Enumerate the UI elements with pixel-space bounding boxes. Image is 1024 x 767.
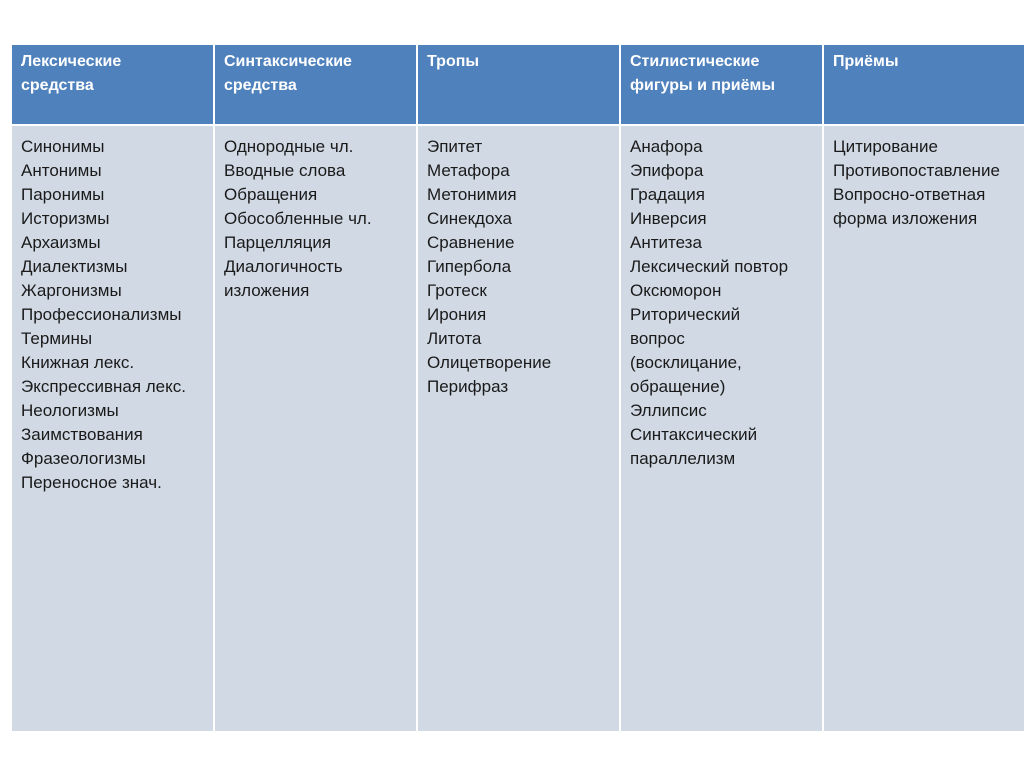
list-item: Эллипсис bbox=[630, 401, 707, 420]
list-item: обращение) bbox=[630, 377, 726, 396]
list-item: Обращения bbox=[224, 185, 318, 204]
header-syntactic bbox=[214, 44, 417, 125]
cell-techniques bbox=[823, 125, 1024, 732]
techniques-list bbox=[833, 135, 1018, 231]
header-label: Лексические средства bbox=[21, 53, 122, 94]
list-item: Заимствования bbox=[21, 425, 143, 444]
list-item: Градация bbox=[630, 185, 705, 204]
header-stylistic-figures bbox=[620, 44, 823, 125]
cell-tropes bbox=[417, 125, 620, 732]
list-item: Инверсия bbox=[630, 209, 707, 228]
header-label: Тропы bbox=[427, 53, 480, 70]
tropes-list bbox=[427, 135, 613, 399]
list-item: Синонимы bbox=[21, 137, 105, 156]
header-techniques bbox=[823, 44, 1024, 125]
list-item: Сравнение bbox=[427, 233, 515, 252]
cell-syntactic bbox=[214, 125, 417, 732]
list-item: Ирония bbox=[427, 305, 487, 324]
list-item: вопрос bbox=[630, 329, 685, 348]
list-item: Гипербола bbox=[427, 257, 512, 276]
list-item: Антонимы bbox=[21, 161, 102, 180]
header-label: Стилистические фигуры и приёмы bbox=[630, 53, 776, 94]
list-item: Метонимия bbox=[427, 185, 517, 204]
cell-lexical bbox=[11, 125, 214, 732]
list-item: Анафора bbox=[630, 137, 703, 156]
list-item: Экспрессивная лекс. bbox=[21, 377, 186, 396]
list-item: Перифраз bbox=[427, 377, 509, 396]
list-item: Жаргонизмы bbox=[21, 281, 122, 300]
syntactic-list bbox=[224, 135, 410, 303]
list-item: Обособленные чл. bbox=[224, 209, 372, 228]
header-row bbox=[11, 44, 1024, 125]
list-item: Эпифора bbox=[630, 161, 704, 180]
list-item: Архаизмы bbox=[21, 233, 101, 252]
list-item: Риторический bbox=[630, 305, 741, 324]
devices-table bbox=[10, 43, 1024, 733]
list-item: Диалектизмы bbox=[21, 257, 128, 276]
list-item: Профессионализмы bbox=[21, 305, 182, 324]
header-tropes bbox=[417, 44, 620, 125]
list-item: Однородные чл. bbox=[224, 137, 354, 156]
list-item: изложения bbox=[224, 281, 310, 300]
list-item: Переносное знач. bbox=[21, 473, 162, 492]
header-label: Приёмы bbox=[833, 53, 899, 70]
list-item: Цитирование bbox=[833, 137, 938, 156]
list-item: Эпитет bbox=[427, 137, 483, 156]
list-item: Историзмы bbox=[21, 209, 110, 228]
stylistic-figures-list bbox=[630, 135, 816, 471]
header-lexical bbox=[11, 44, 214, 125]
list-item: Паронимы bbox=[21, 185, 105, 204]
list-item: Вопросно-ответная bbox=[833, 185, 986, 204]
list-item: параллелизм bbox=[630, 449, 736, 468]
list-item: Олицетворение bbox=[427, 353, 552, 372]
list-item: Антитеза bbox=[630, 233, 702, 252]
body-row bbox=[11, 125, 1024, 732]
list-item: Лексический повтор bbox=[630, 257, 789, 276]
list-item: Книжная лекс. bbox=[21, 353, 135, 372]
list-item: Оксюморон bbox=[630, 281, 722, 300]
cell-stylistic-figures bbox=[620, 125, 823, 732]
list-item: Фразеологизмы bbox=[21, 449, 146, 468]
lexical-list bbox=[21, 135, 207, 495]
list-item: Неологизмы bbox=[21, 401, 119, 420]
list-item: Синекдоха bbox=[427, 209, 512, 228]
list-item: Диалогичность bbox=[224, 257, 343, 276]
list-item: Литота bbox=[427, 329, 482, 348]
header-label: Синтаксические средства bbox=[224, 53, 352, 94]
list-item: (восклицание, bbox=[630, 353, 742, 372]
list-item: Термины bbox=[21, 329, 93, 348]
list-item: Противопоставление bbox=[833, 161, 1000, 180]
list-item: Гротеск bbox=[427, 281, 487, 300]
list-item: Парцелляция bbox=[224, 233, 332, 252]
list-item: форма изложения bbox=[833, 209, 978, 228]
list-item: Вводные слова bbox=[224, 161, 346, 180]
list-item: Синтаксический bbox=[630, 425, 758, 444]
list-item: Метафора bbox=[427, 161, 510, 180]
